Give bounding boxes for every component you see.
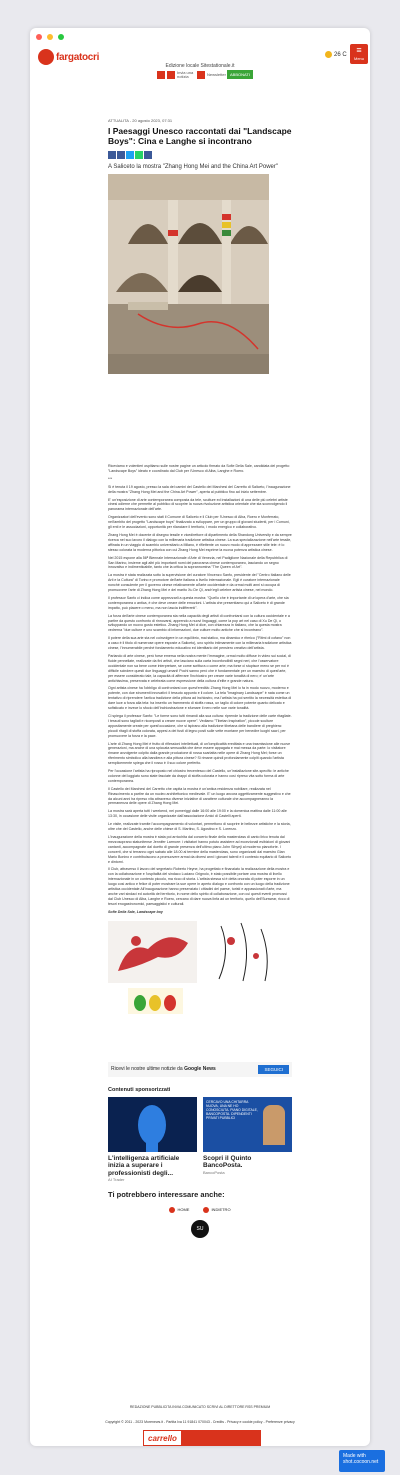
article-signature: Sofie Delia Sale, Landscape boy (108, 909, 163, 914)
article-paragraph: L'arte di Zhang Hong Mei è frutto di riflessioni intellettuali, di un'lomplicatità ereditata e una trasmissione alle nuove generazioni, ma anche di una spiccata sensualità che deve essere appagata e mai messa da parte: lo visitatore rimane avvolgente colpito dalla grande produzione di rossa scarlatta nelle opere di Zhang Hong Mei; forse un riferimento simbolico alla bandiera e alla pittura cinese? Si rimane quindi profondamente colpiti quando l'artista semplicemente spiega che il rosso è il suo colore preferito. (108, 741, 291, 766)
google-news-row (108, 1062, 292, 1077)
window-controls (36, 34, 64, 40)
article-paragraph: E' un'esposizione di arte contemporanea composta da tele, sculture ed installazioni di una delle più celebri artiste cinesi odierne che permette al pubblico di scoprire la nuova rivoluzione artistica orientale che sta sconvolgendo il panorama internazionale dell'arte. (108, 497, 288, 512)
menu-button[interactable] (350, 44, 368, 64)
sponsored-ads (108, 1097, 292, 1183)
article-paragraph: L'inaugurazione della mostra è stata poi arricchita dal concerto finale della masterclass di canto lirico tenuta dal mezzosoprano statunitense Jennifer Larmore: i visitatori hanno potuto assistere ad eccezionali esibizioni di giovani cantanti, accompagnate dal duetto di grande presenza dell'ultimo piano John Sihyeji al moderno pianoforte. I concerti, che si terranno ogni sabato alle 18.00 al termine della masterclass, sono organizzati dal maestro Gian Mario Bonino e contribuiscono a promuovere armai da diversi anni i giovani talenti e il contesto equitario di Saliceto e dintorni. (108, 835, 291, 864)
scroll-top-button[interactable]: SU (191, 1220, 209, 1238)
back-icon (203, 1207, 209, 1213)
sponsored-ad[interactable] (203, 1097, 292, 1183)
back-link[interactable]: INDIETRO (203, 1207, 230, 1213)
subscribe-button[interactable]: ABBONATI (227, 70, 253, 79)
google-news-text: Ricevi le nostre ultime notizie da (111, 1066, 183, 1073)
sun-icon (325, 51, 332, 58)
minimize-dot[interactable] (47, 34, 53, 40)
ai-head-image (108, 1097, 197, 1152)
maximize-dot[interactable] (58, 34, 64, 40)
article-paragraph: Il professor Sanfo ci indica come apprezzarli a questa mostra: "Quello che è importante di un'opera d'arte, che sia contemporanea o antica, è che deve creare delle emozioni. L'artista che presentiamo qui a Saliceto è di grande impatto, può piacere o meno, ma non lascia indifferenti". (108, 595, 289, 610)
pager (108, 1207, 292, 1213)
follow-button[interactable]: SEGUICI (258, 1065, 289, 1074)
weather-widget[interactable] (325, 51, 347, 58)
article-paragraph: Le visite, realizzate tramite l'accompagnamento di volontari, permettono di scoprire le bellezze artistiche e la storia, oltre che del Castello, anche delle chiese di S. Martino, S. Agostino e S. Lorenzo. (108, 822, 291, 832)
weather-temp: 26 C (334, 51, 347, 58)
copyright: Copyright © 2011 - 2023 Morenews.it - Partita Iva 11 91841 070043 - Credits - Privacy e cookie policy - Preferenze privacy (105, 1420, 295, 1424)
whatsapp-share-icon[interactable] (135, 151, 143, 159)
hamburger-icon: ≡ (356, 45, 362, 55)
home-icon (169, 1207, 175, 1213)
notice-icon[interactable] (167, 71, 175, 79)
article-meta: ATTUALITA - 20 agosto 2023, 07:31 (108, 118, 173, 123)
article-paragraph: Per l'occasione l'artista ha riproposto nel chiostro trecentesco del Castello, un'installazione site-specific: le antiche colonne del loggiato sono state fasciate da drappi di stoffa colorata e hanno così ripreso vita sotto forma di arte contemporanea. (108, 769, 289, 783)
illustration-row (108, 921, 292, 983)
ink-illustration[interactable] (201, 921, 290, 983)
bottom-banner[interactable] (143, 1430, 261, 1446)
menu-label: Menu (353, 56, 364, 61)
bancoposta-image (203, 1097, 292, 1152)
facebook-like-icon[interactable] (117, 151, 125, 159)
header-toolbar (157, 70, 253, 79)
made-with-badge[interactable]: Made with shot.cocoon.net (339, 1450, 385, 1472)
article-paragraph: Organizzatori dell'evento sono stati il Comune di Saliceto e il Club per l'Unesco di Alba, Roero e Monferrato, nell'ambito del progetto "Landscape boys" finalizzato a sviluppare, per un gruppo di giovani studenti, per i Comuni, gli enti e le associazioni, opportunità per rilanciare il territorio, i modo energico e collaborativo. (108, 515, 290, 530)
article-paragraph: Ci spiega il professor Sanfo: "Le forme sono tutti rimandi alla sua cultura: riprende la tradizione delle carte ritagliate. I tessuti sono tagliati e ricomposti a creare nuove opere". Vediamo "Tibetan Inspiration", piccole sculture appositamente create per quest'occasione, che si ispirano alla tradizione tibetana delle bandiere di preghiera: piccoli ritagli di stoffa colorata, appesi a dei fusti di legno posti sulle vette montane per benedire luoghi sacri, per promuovere la forza e la pace. (108, 713, 292, 738)
red-figure-illustration[interactable] (108, 921, 197, 983)
person-figure (263, 1105, 285, 1145)
bancoposta-banner: CERCAVO UNA CHITARRA NUOVA, UNA NE HO CONOSCIUTA. PIANO DIGITALE, BANCOPOSTA. DIPENDENTI PRIVATI PUBBLICI (206, 1099, 258, 1121)
article-paragraph: La mostra sarà aperta tutti i weekend, nei pomeriggi dalle 16:00 alle 19:00 e la domenica mattina dalle 11:00 alle 13:30, in occasione delle visite organizzate dall'associazione Amici di Castelli aperti. (108, 809, 287, 819)
ad-source: BancoPosta (203, 1169, 225, 1175)
sponsored-ad[interactable] (108, 1097, 197, 1183)
article-title: I Paesaggi Unesco raccontati dai "Landscape Boys": Cina e Langhe si incontrano (108, 126, 292, 146)
article-paragraph: Il Club, attraverso il lavoro del segretario Roberto Heyne, ha progettato e finanziato la realizzazione della mostra e con la collaborazione e l'ospitalità del sindaco Luciano Grignolo, è stato possibile portare una mostra di livello internazionale in un contesto piccolo, ma ricco di storia. L'artista stessa si è detta onorata di poter esporre in un luogo così antico e felice di poter mostrare la sue opere in aperto dialogo e confronto con un luogo della tradizione artistica occidentale All'inaugurazione hanno presenziato i cittadini del paese, turisti e appassionati d'arte, ma anche vari sindaci ed autorità del territorio, in nome dello spirito di collaborazione, con cui questi eventi promossi dal Club Unesco di Alba, Langhe e Roero, cercano di dare nuova linfa ad un territorio, quello dell'Sunwear, ricco di tesori enogastronomici, paesaggistici e culturali. (108, 867, 290, 906)
close-dot[interactable] (36, 34, 42, 40)
home-link[interactable]: HOME (169, 1207, 189, 1213)
facebook-icon[interactable] (157, 71, 165, 79)
article-paragraph: La mostra è stata realizzata sotto la supervisione del curatore Vincenzo Sanfo, presidente del "Centro Italiano delle Arti e la Cultura" di Torino e promotore dell'arte italiana a livello internazionale. Egli è curatore internazionale nonché consulente per il governo cinese relativamente all'arte occidentale e da ormai molti anni si occupa di promuovere l'arte di Zhang Hong Mei e del marito Xu De Qi, anch'egli celebre artista cinese, nel mondo. (108, 573, 291, 593)
article-photo[interactable] (108, 174, 269, 374)
article-paragraph: Il Castello dei Marchesi del Carretto che ospita la mostra è un'antica residenza nobiliare, realizzata nel Rinascimento a partire da un nucleo architettonico medievale. E' un luogo ancora oggettivamente suggestivo e che da alcuni anni ha ripreso vita attraverso diverse iniziative di carattere culturale che accompagneranno la permanenza delle opere di Zhang Hong Mei. (108, 786, 291, 806)
notice-label[interactable]: Invia una notizia (177, 69, 194, 79)
logo-text: fargatocri (56, 51, 100, 63)
ad-title: L'intelligenza artificiale inizia a superare i professionisti degli... (108, 1154, 180, 1177)
newsletter-label[interactable]: Newsletter (207, 71, 226, 77)
article-paragraph: Riceviamo e volentieri ospitiamo sulle nostre pagine un articolo firmato da Sofie Delia Sale, candidata del progetto "Landscape Boys" ideato e coordinato dal Club per l'Unesco di Alba, Langhe e Roero. (108, 464, 290, 473)
twitter-share-icon[interactable] (126, 151, 134, 159)
article-paragraph: Ogni artista cinese ha l'obbligo di confrontarsi con quest'eredità: Zhang Hong Mei lo fa in modo nuovo, moderno e potente, con due strumenti innovativi: il tessuto appunto e il colore. La tela "Imaginary Landscape" è nata come un tentativo di riprendere l'antica tradizione della pittura ad inchiostro, ma l'artista ha poi sentito la necessità estetica di dare luce a forza alla tela: ha inserito un frammento di stoffa rossa, un taglio di colore potente quanto delicato e sofisticato e invece lo sfocio dell'inchiostrazione e sfumare il nero nelle sue varie tonalità. (108, 686, 292, 711)
peppers-illustration[interactable] (128, 988, 183, 1014)
article-paragraph: La forza dell'arte cinese contemporanea sta nella capacità degli artisti di confrontarsi con la cultura occidentale e a partire da questo confronto di rinnovarsi, apprendo a nuovi linguaggi, come la pop art nel caso di Xu De Qi, o sviluppando un nuovo gusto estetico. Zhang Hong Mei ci dice, con chiarezza in italiano, che la questa mostra vedrerna "due culture e uno scambio di informazioni, due culture molto antiche che si incontrano". (108, 613, 290, 633)
edition-site[interactable]: Sitestationale.it (200, 63, 235, 69)
article-paragraph: Zhang Hong Mei è docente di disegno tessile e vicedirettore di dipartimento della Shandong University e da sempre ricerca nel suo lavoro il dialogo con la millenaria tradizione artistica cinese. La sua specializzazione nell'arte tessile, affinata in un viaggio di scambio universitario a Milano, è riflettente un nuovo modo di apprezzare stile tele: è lo stesso colorata la moderna pittorica con cui Zhang Hong Mei esprime la nuova potenza artistica cinese. (108, 532, 292, 552)
footer-links[interactable]: REDAZIONE PUBBLICITA INVIA COMUNICATO SCRIVI AL DIRETTORE RSS PREMIUM (129, 1405, 271, 1409)
facebook-share-icon[interactable] (108, 151, 116, 159)
article-body (108, 464, 292, 1014)
email-share-icon[interactable] (144, 151, 152, 159)
article-paragraph: *** (108, 476, 113, 481)
article-paragraph: Il potere della sua arte sta nel coinvolgere in un equilibrio, mai statico, ma dinamico e ritmico ("Ritmi di cofano" non a caso è il titolo di numerose opere esposte a Saliceto), uno spirito intimamente con la millenaria tradizione artistica cinese, l'innumerabile perché fondamento educativo ed identitario del pensiero creativo dell'artista. (108, 636, 292, 651)
share-bar (108, 151, 292, 159)
article-paragraph: Parlando di arte cinese, però forse emersa nella nostra mente l'immagine, ormai molto diffuse in video sui social, di fluide pennellate, realizzate da fini artisti, che lasciano sulla carta inconfondibili segni neri, che l'osservatore occidentale non sa bene come interpretare, se come scrittura o come arte; ma forse ci stupisce meno se per noi è difficile scindere questi due linguaggi umani! Pochi sanno però che è fondamentale per un maestro di quest'arte, per essere considerato tale, la capacità di afferrare l'inchiostro per creare varie tonalità di nero; e' un'arte antichissima, preservata e celebrata come espressione della cultura d'elite e grande natura. (108, 654, 291, 683)
newsletter-icon[interactable] (197, 71, 205, 79)
browser-window (30, 28, 370, 1446)
ad-title: Scopri il Quinto BancoPosta. (203, 1154, 252, 1170)
banner-strip (181, 1431, 260, 1445)
courtyard-image (108, 174, 269, 374)
edition-line: Edizione locale Sitestationale.it (165, 63, 235, 69)
article-paragraph: Si è tenuta il 19 agosto, presso la sala del camini del Castello dei Marchesi del Carretto di Saliceto, l'inaugurazione della mostra "Zhang Hong Mei and the China Art Power", aperta al pubblico fino ad inizio settembre. (108, 484, 291, 494)
banner-logo: carrello (148, 1433, 177, 1443)
article (108, 118, 292, 1238)
article-paragraph: Nel 2015 espone alla 56ª Biennale Internazionale d'Arte di Venezia, nel Padiglione Nazionale della Repubblica di San Marino, insieme agli altri più importanti nomi del panorama cinese contemporaneo, lasciando un segno innovativo e indimenticabile, tanto che la critica la soprannomina "The Queen of Art". (108, 555, 288, 570)
related-title: Ti potrebbero interessare anche: (108, 1190, 225, 1200)
google-news-brand: Google News (184, 1066, 216, 1073)
sponsored-title: Contenuti sponsorizzati (108, 1086, 171, 1093)
article-subtitle: A Saliceto la mostra "Zhang Hong Mei and the China Art Power" (108, 164, 279, 170)
ad-source: AI Trader (108, 1177, 125, 1183)
